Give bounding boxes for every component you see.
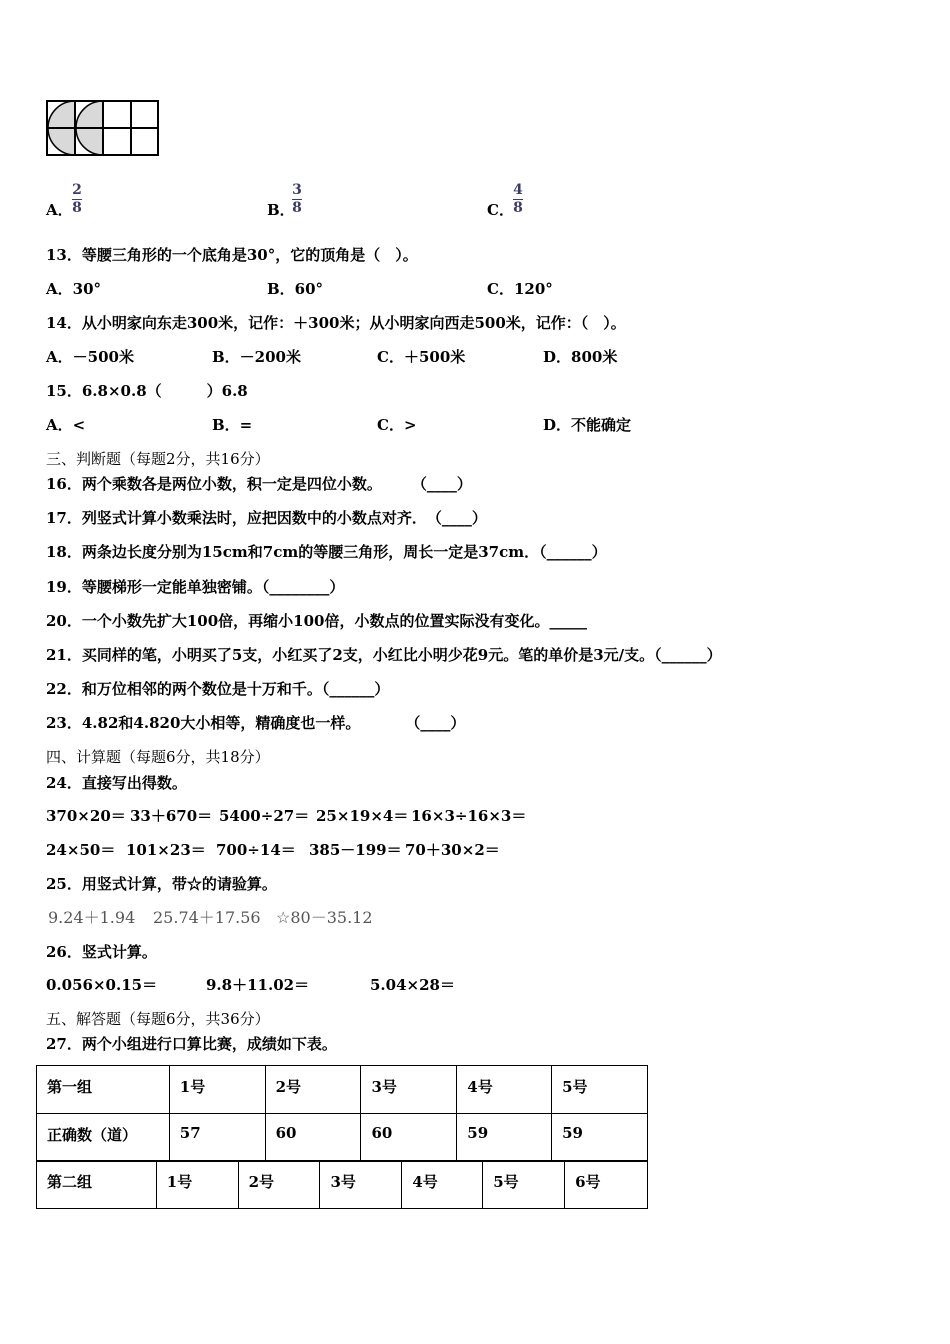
score-table-group-2 (36, 1160, 648, 1209)
q12-option-a-fraction (72, 183, 82, 216)
table-cell: 1号 (169, 1066, 265, 1114)
q22: 22．和万位相邻的两个数位是十万和千。（______） (46, 680, 390, 698)
q21: 21．买同样的笔，小明买了5支，小红买了2支，小红比小明少花9元。笔的单价是3元/支。（______） (46, 646, 722, 664)
section-4-heading: 四、计算题（每题6分，共18分） (46, 748, 270, 766)
q27-stem: 27．两个小组进行口算比赛，成绩如下表。 (46, 1035, 337, 1053)
q24-item: 24×50＝ (46, 841, 116, 859)
q24-item: 101×23＝ (126, 841, 206, 859)
q24-item: 25×19×4＝ (316, 807, 409, 825)
table-cell: 60 (361, 1114, 457, 1162)
q15-option-c: C．> (377, 416, 417, 434)
fraction-grid-figure (46, 100, 160, 156)
q13-option-c: C．120° (487, 280, 553, 298)
q15-option-b: B．= (212, 416, 253, 434)
table-cell: 正确数（道） (37, 1114, 170, 1162)
q25-item: 25.74＋17.56 (153, 908, 261, 927)
table-cell: 59 (457, 1114, 552, 1162)
table-cell: 2号 (265, 1066, 361, 1114)
q25-item: ☆80－35.12 (276, 908, 373, 927)
q24-item: 5400÷27＝ (219, 807, 310, 825)
q14-stem: 14．从小明家向东走300米，记作：＋300米；从小明家向西走500米，记作：（ ）。 (46, 314, 626, 332)
table-cell: 3号 (320, 1161, 402, 1209)
table-cell: 5号 (552, 1066, 648, 1114)
table-cell: 60 (265, 1114, 361, 1162)
denominator: 8 (72, 200, 82, 216)
q16: 16．两个乘数各是两位小数，积一定是四位小数。 （____） (46, 475, 472, 493)
q12-option-b-fraction (292, 183, 302, 216)
table-cell: 59 (552, 1114, 648, 1162)
denominator: 8 (292, 200, 302, 216)
q13-option-a: A．30° (46, 280, 102, 298)
q17: 17．列竖式计算小数乘法时，应把因数中的小数点对齐． （____） (46, 509, 487, 527)
q24-item: 16×3÷16×3＝ (411, 807, 527, 825)
table-row (37, 1161, 648, 1209)
q25-item: 9.24＋1.94 (48, 908, 136, 927)
q14-option-a: A．－500米 (46, 348, 134, 366)
q25-stem: 25．用竖式计算，带☆的请验算。 (46, 875, 277, 893)
q12-option-c-letter: C． (487, 201, 514, 219)
q23: 23．4.82和4.820大小相等，精确度也一样。 （____） (46, 714, 466, 732)
q24-item: 700÷14＝ (216, 841, 296, 859)
q14-option-b: B．－200米 (212, 348, 301, 366)
q24-item: 33＋670＝ (130, 807, 213, 825)
q24-item: 370×20＝ (46, 807, 126, 825)
table-row (37, 1066, 648, 1114)
q24-item: 385－199＝ (309, 841, 402, 859)
q12-option-a-letter: A． (46, 201, 73, 219)
numerator: 2 (72, 182, 82, 198)
q19: 19．等腰梯形一定能单独密铺。（________） (46, 578, 345, 596)
table-cell: 3号 (361, 1066, 457, 1114)
table-cell: 5号 (483, 1161, 565, 1209)
q26-stem: 26．竖式计算。 (46, 943, 157, 961)
q26-item: 5.04×28＝ (370, 976, 455, 994)
q18: 18．两条边长度分别为15cm和7cm的等腰三角形，周长一定是37cm．（______） (46, 543, 607, 561)
q14-option-d: D．800米 (543, 348, 618, 366)
table-cell: 2号 (238, 1161, 320, 1209)
q14-option-c: C．＋500米 (377, 348, 466, 366)
table-cell: 4号 (457, 1066, 552, 1114)
table-cell: 4号 (402, 1161, 483, 1209)
numerator: 3 (292, 182, 302, 198)
q24-item: 70＋30×2＝ (405, 841, 500, 859)
section-5-heading: 五、解答题（每题6分，共36分） (46, 1010, 270, 1028)
numerator: 4 (513, 182, 523, 198)
table-cell: 1号 (156, 1161, 238, 1209)
q12-option-c-fraction (513, 183, 523, 216)
table-cell: 第二组 (37, 1161, 157, 1209)
table-row (37, 1114, 648, 1162)
section-3-heading: 三、判断题（每题2分，共16分） (46, 450, 270, 468)
q24-stem: 24．直接写出得数。 (46, 774, 187, 792)
q26-item: 9.8＋11.02＝ (206, 976, 310, 994)
q13-stem: 13．等腰三角形的一个底角是30°，它的顶角是（ ）。 (46, 246, 418, 264)
q12-option-b-letter: B． (267, 201, 295, 219)
table-cell: 第一组 (37, 1066, 170, 1114)
table-cell: 6号 (565, 1161, 648, 1209)
table-cell: 57 (169, 1114, 265, 1162)
q15-option-d: D．不能确定 (543, 416, 632, 434)
q20: 20．一个小数先扩大100倍，再缩小100倍，小数点的位置实际没有变化。_____ (46, 612, 587, 630)
q15-option-a: A．< (46, 416, 86, 434)
denominator: 8 (513, 200, 523, 216)
q13-option-b: B．60° (267, 280, 324, 298)
q26-item: 0.056×0.15＝ (46, 976, 158, 994)
score-table-group-1 (36, 1065, 648, 1162)
q15-stem: 15．6.8×0.8（ ）6.8 (46, 382, 248, 400)
